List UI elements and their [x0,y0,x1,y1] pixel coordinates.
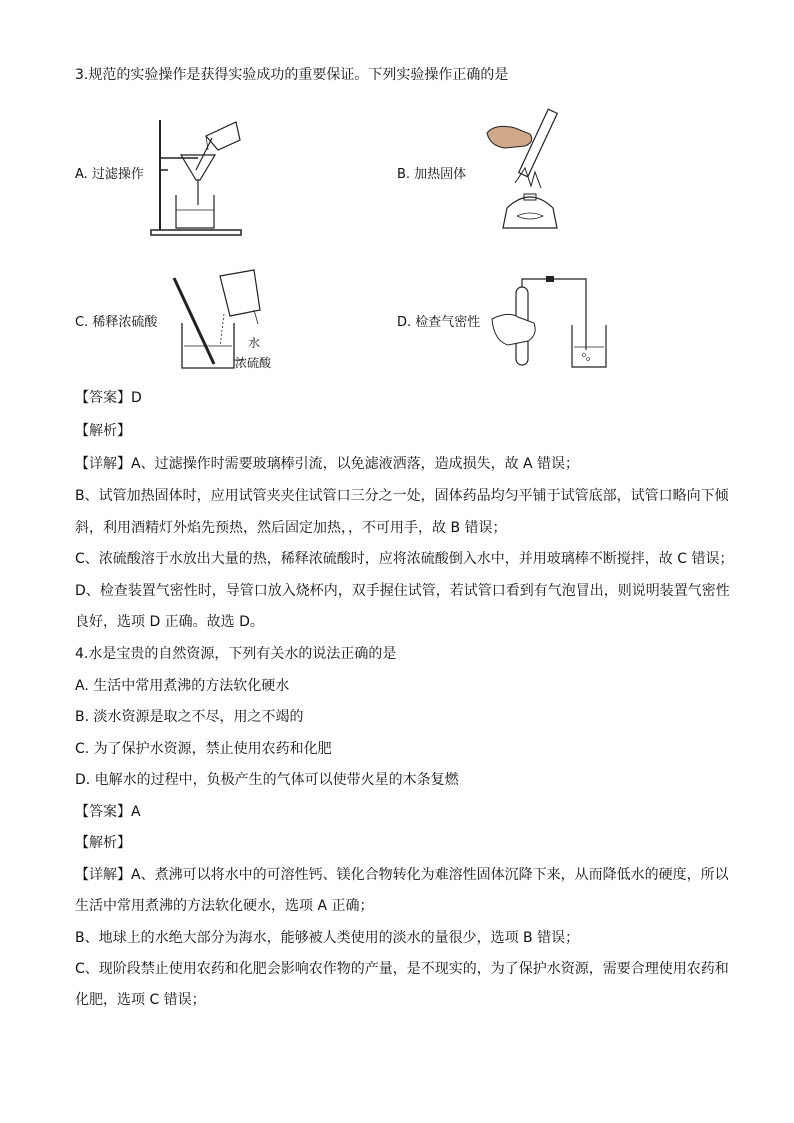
q4-detail-line: C、现阶段禁止使用农药和化肥会影响农作物的产量，是不现实的，为了保护水资源，需要合理使用农药和 [75,961,729,977]
q4-stem: 4.水是宝贵的自然资源，下列有关水的说法正确的是 [75,646,397,662]
q3-option-a: A. 过滤操作 [75,167,144,182]
q3-stem: 3.规范的实验操作是获得实验成功的重要保证。下列实验操作正确的是 [75,67,509,83]
q4-option-c: C. 为了保护水资源，禁止使用农药和化肥 [75,741,332,757]
q4-option-b: B. 淡水资源是取之不尽，用之不竭的 [75,709,304,725]
q4-answer: 【答案】A [75,804,141,820]
q4-analysis-heading: 【解析】 [75,835,131,851]
q4-option-a: A. 生活中常用煮沸的方法软化硬水 [75,678,290,694]
acid-label: 浓硫酸 [235,356,272,370]
q3-detail-line: D、检查装置气密性时，导管口放入烧杯内，双手握住试管，若试管口看到有气泡冒出，则说明装置气密性 [75,583,730,599]
water-label: 水 [248,336,261,350]
q4-detail-line: 化肥，选项 C 错误； [75,992,206,1008]
q4-detail-line: 【详解】A、煮沸可以将水中的可溶性钙、镁化合物转化为难溶性固体沉降下来，从而降低水的硬度，所以 [75,867,729,883]
q3-option-b: B. 加热固体 [397,167,467,182]
q3-detail-line: 斜，利用酒精灯外焰先预热，然后固定加热，，不可用手，故 B 错误； [75,520,507,536]
q3-analysis-heading: 【解析】 [75,423,131,439]
q3-detail-line: C、浓硫酸溶于水放出大量的热，稀释浓硫酸时，应将浓硫酸倒入水中，并用玻璃棒不断搅拌，故 C 错误； [75,551,734,567]
q4-option-d: D. 电解水的过程中，负极产生的气体可以使带火星的木条复燃 [75,772,459,788]
q3-detail-line: 良好，选项 D 正确。故选 D。 [75,614,264,630]
q4-detail-line: 生活中常用煮沸的方法软化硬水，选项 A 正确； [75,898,374,914]
heating-solid-figure [485,98,575,243]
q3-detail-line: B、试管加热固体时，应用试管夹夹住试管口三分之一处，固体药品均匀平铺于试管底部，试管口略向下倾 [75,488,729,504]
q3-detail-line: 【详解】A、过滤操作时需要玻璃棒引流，以免滤液洒落，造成损失，故 A 错误； [75,456,580,472]
airtightness-figure [488,275,618,375]
q3-answer: 【答案】D [75,390,142,406]
q3-option-d: D. 检查气密性 [397,315,481,330]
q3-option-c: C. 稀释浓硫酸 [75,315,158,330]
filtration-figure [148,110,248,240]
q4-detail-line: B、地球上的水绝大部分为海水，能够被人类使用的淡水的量很少，选项 B 错误； [75,930,580,946]
